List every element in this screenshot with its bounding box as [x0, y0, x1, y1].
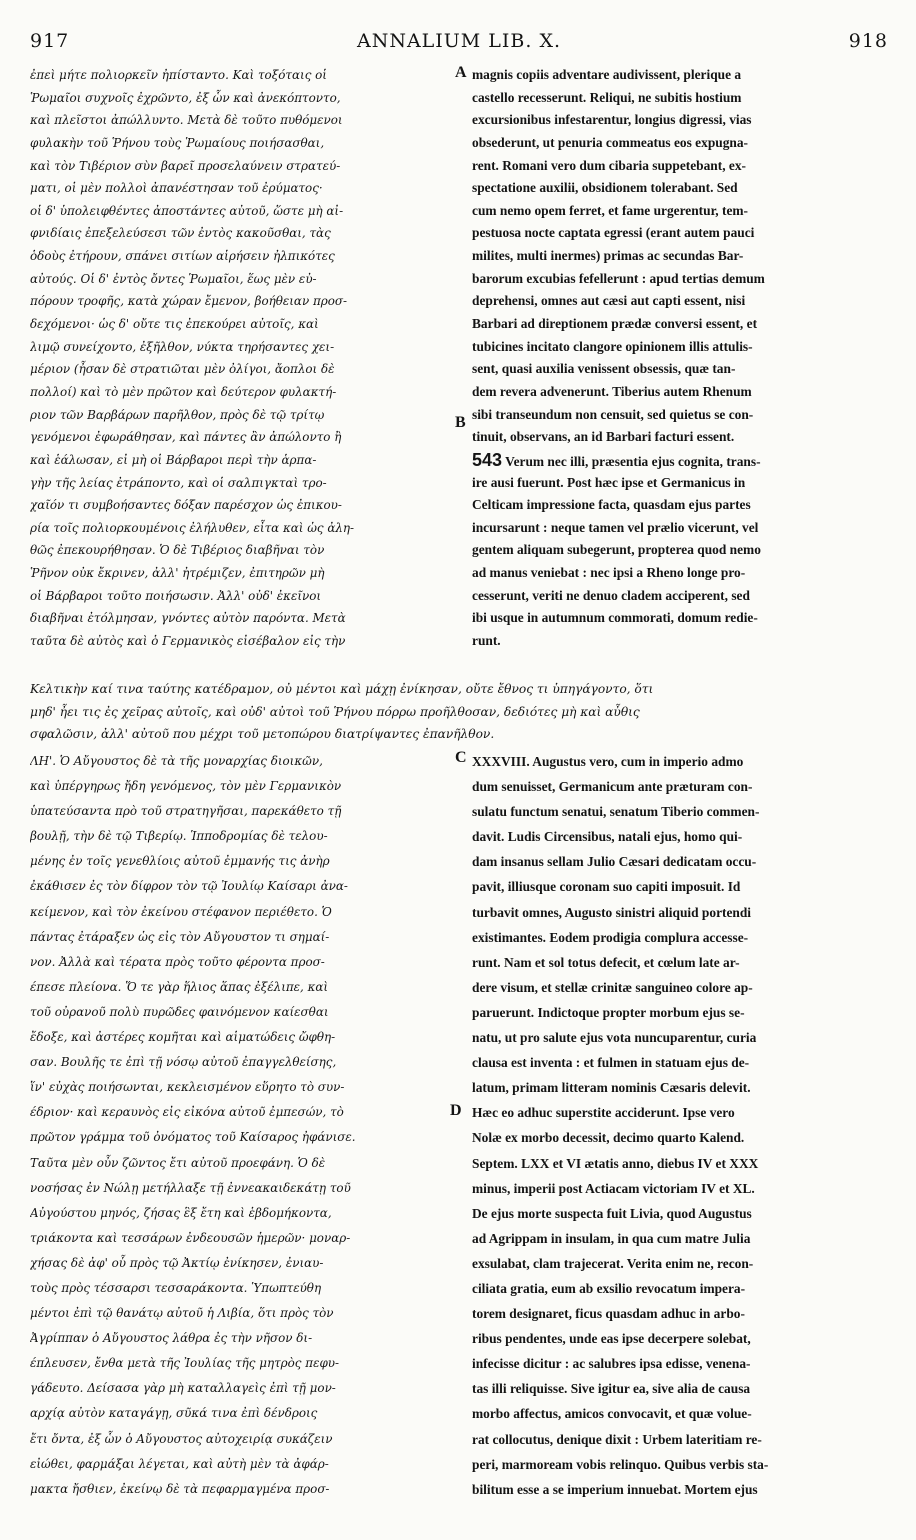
latin-line: obsederunt, ut penuria commeatus eos expugna-: [472, 134, 749, 150]
latin-line: turbavit omnes, Augusto sinistri aliquid portendi: [472, 904, 752, 920]
greek-line: χήσας δὲ ἀφ' οὗ πρὸς τῷ Ἀκτίῳ ἐνίκησεν, ἐνιαυ-: [30, 1255, 324, 1270]
latin-line: exsulabat, clam trajecerat. Verita enim ne, recon-: [472, 1255, 754, 1271]
latin-line: ire ausi fuerunt. Post hæc ipse et Germanicus in: [472, 474, 746, 490]
latin-line: existimantes. Eodem prodigia complura accesse-: [472, 929, 749, 945]
latin-line: ibi usque in autumnum commorati, domum redie-: [472, 610, 758, 626]
greek-line: διαβῆναι ἐτόλμησαν, γνόντες αὐτὸν παρόντα. Μετὰ: [30, 611, 346, 626]
latin-column-1: [472, 64, 888, 654]
greek-column-1: [30, 64, 454, 654]
greek-line: Ἀγρίππαν ὁ Αὔγουστος λάθρα ἐς τὴν νῆσον δι-: [30, 1331, 313, 1346]
latin-line: incursarunt : neque tamen vel prælio vicerunt, vel: [472, 519, 759, 535]
greek-line: γενόμενοι ἐφωράθησαν, καὶ πάντες ἂν ἀπώλοντο ἢ: [30, 430, 342, 445]
greek-line: τοῦ οὐρανοῦ πολὺ πυρῶδες φαινόμενον καίεσθαι: [30, 1004, 329, 1019]
greek-line: οἱ Βάρβαροι τοῦτο ποιήσωσιν. Ἀλλ' οὐδ' ἐκεῖνοι: [30, 588, 322, 603]
greek-line: πολλοί) καὶ τὸ μὲν πρῶτον καὶ δεύτερον φυλακτή-: [30, 384, 337, 399]
latin-line: magnis copiis adventare audivissent, plerique a: [472, 67, 742, 82]
section-marker-d: D: [450, 1102, 462, 1119]
latin-line: tas illi reliquisse. Sive igitur ea, sive alia de causa: [472, 1381, 751, 1397]
greek-line: ὁδοὺς ἐτήρουν, σπάνει σιτίων αἱρήσειν ἠλπικότες: [30, 249, 335, 264]
latin-line: gentem aliquam subegerunt, propterea quod nemo: [472, 542, 761, 558]
greek-line: ἔδοξε, καὶ ἀστέρες κομῆται καὶ αἱματώδεις ὤφθη-: [30, 1030, 336, 1045]
latin-line: 543 Verum nec illi, præsentia ejus cognita, trans-: [472, 449, 761, 470]
latin-line: rent. Romani vero dum cibaria suppetebant, ex-: [472, 157, 747, 173]
greek-line: έπεσε πλείονα. Ὅ τε γὰρ ἥλιος ἅπας ἐξέλιπε, καὶ: [30, 979, 329, 994]
greek-line: οἱ δ' ὑπολειφθέντες ἀποστάντες αὐτοῦ, ὥστε μὴ αἰ-: [30, 203, 344, 218]
greek-line: αρχίᾳ αὐτὸν καταγάγῃ, σῦκά τινα ἐπὶ δένδροις: [30, 1406, 318, 1421]
greek-line: βουλῇ, τὴν δὲ τῷ Τιβερίῳ. Ἱπποδρομίας δὲ τελου-: [30, 829, 328, 844]
latin-line: excursionibus infestarentur, longius digressi, vias: [472, 112, 752, 128]
greek-line: Ταῦτα μὲν οὖν ζῶντος ἔτι αὐτοῦ προεφάνη. Ὁ δὲ: [30, 1155, 326, 1170]
greek-line: ἐπεὶ μήτε πολιορκεῖν ἠπίσταντο. Καὶ τοξόταις οἱ: [30, 68, 327, 82]
greek-line: πόρουν τροφῆς, κατὰ χώραν ἔμενον, βοήθειαν προσ-: [30, 294, 348, 309]
latin-line: deprehensi, omnes aut cæsi aut capti essent, nisi: [472, 293, 746, 309]
greek-line: καὶ ἑάλωσαν, εἰ μὴ οἱ Βάρβαροι περὶ τὴν ἁρπα-: [30, 452, 317, 467]
section-marker-a: A: [455, 64, 467, 81]
greek-line: δεχόμενοι· ὡς δ' οὔτε τις ἐπεκούρει αὐτοῖς, καὶ: [30, 317, 319, 332]
greek-line: ΛΗ'. Ὁ Αὔγουστος δὲ τὰ τῆς μοναρχίας διοικῶν,: [30, 754, 323, 768]
greek-line: κείμενον, καὶ τὸν ἐκείνου στέφανον περιέθετο. Ὁ: [30, 904, 332, 919]
greek-line: ματι, οἱ μὲν πολλοὶ ἀπανέστησαν τοῦ ἐρύματος·: [30, 181, 323, 196]
greek-line: γὴν τῆς λείας ἐτράποντο, καὶ οἱ σαλπιγκταὶ τρο-: [30, 475, 327, 490]
full-width-line: σφαλῶσιν, ἀλλ' αὐτοῦ που μέχρι τοῦ μετοπώρου διατρίψαντες ἐπανῆλθον.: [30, 727, 495, 742]
greek-line: πρῶτον γράμμα τοῦ ὀνόματος τοῦ Καίσαρος ἠφάνισε.: [30, 1130, 356, 1145]
greek-line: μακτα ἤσθιεν, ἐκείνῳ δὲ τὰ πεφαρμαγμένα προσ-: [30, 1481, 330, 1496]
latin-line: ad manus veniebat : nec ipsi a Rheno longe pro-: [472, 565, 746, 581]
latin-line: Septem. LXX et VI ætatis anno, diebus IV et XXX: [472, 1155, 759, 1171]
greek-line: Ῥωμαῖοι συχνοῖς ἐχρῶντο, ἐξ ὧν καὶ ἀνεκόπτοντο,: [30, 90, 341, 105]
latin-line: dum senuisset, Germanicum ante præturam con-: [472, 779, 753, 795]
greek-line: καὶ πλεῖστοι ἀπώλλυντο. Μετὰ δὲ τοῦτο πυθόμενοι: [30, 113, 343, 128]
greek-line: ἔτι ὄντα, ἐξ ὧν ὁ Αὔγουστος αὐτοχειρίᾳ συκάζειν: [30, 1431, 333, 1446]
greek-line: γάδευτο. Δείσασα γὰρ μὴ καταλλαγεὶς ἐπὶ τῇ μον-: [30, 1381, 336, 1396]
full-width-greek: [30, 678, 888, 748]
greek-line: εἰώθει, φαρμάξαι λέγεται, καὶ αὐτὴ μὲν τὰ ἀφάρ-: [30, 1456, 329, 1471]
latin-line: paruerunt. Indictoque propter morbum ejus se-: [472, 1004, 745, 1020]
greek-line: έπλευσεν, ἔνθα μετὰ τῆς Ἰουλίας τῆς μητρὸς πεφυ-: [30, 1356, 340, 1371]
greek-line: τοὺς πρὸς τέσσαρσι τεσσαράκοντα. Ὑπωπτεύθη: [30, 1280, 322, 1295]
greek-line: ριον τῶν Βαρβάρων παρῆλθον, πρὸς δὲ τῷ τρίτῳ: [30, 407, 325, 422]
greek-line: πάντας ἐτάραξεν ὡς εἰς τὸν Αὔγουστον τι σημαί-: [30, 929, 330, 944]
latin-line: dere visum, et stellæ crinitæ sanguineo colore ap-: [472, 979, 753, 995]
latin-line: Hæc eo adhuc superstite acciderunt. Ipse vero: [472, 1105, 735, 1121]
section-marker-b: B: [455, 414, 466, 431]
greek-line: ἵν' εὐχὰς ποιήσωνται, κεκλεισμένον εὕρητο τὸ συν-: [30, 1080, 345, 1095]
latin-line: spectatione auxilii, obsidionem tolerabant. Sed: [472, 180, 738, 196]
latin-line: morbo affectus, amicos convocavit, et quæ volue-: [472, 1406, 752, 1422]
latin-line: latum, primam litteram nominis Cæsaris delevit.: [472, 1080, 751, 1096]
greek-line: ταῦτα δὲ αὐτὸς καὶ ὁ Γερμανικὸς εἰσέβαλον εἰς τὴν: [30, 634, 346, 649]
latin-line: sibi transeundum non censuit, sed quietus se con-: [472, 406, 754, 422]
column-number-543: 543: [472, 449, 503, 470]
page-header: [30, 30, 888, 60]
greek-line: θῶς ἐπεκουρήθησαν. Ὁ δὲ Τιβέριος διαβῆναι τὸν: [30, 543, 325, 558]
greek-line: νοσήσας ἐν Νώλῃ μετήλλαξε τῇ ἐννεακαιδεκάτῃ τοῦ: [30, 1180, 351, 1195]
greek-line: μένης ἐν τοῖς γενεθλίοις αὐτοῦ ἐμμανής τις ἀνὴρ: [30, 854, 330, 869]
latin-line: pestuosa nocte captata egressi (erant autem pauci: [472, 225, 755, 241]
latin-line: davit. Ludis Circensibus, natali ejus, homo qui-: [472, 829, 743, 845]
greek-line: ρία τοῖς πολιορκουμένοις ἐλήλυθεν, εἶτα καὶ ὡς ἀλη-: [30, 520, 355, 535]
latin-line: runt.: [472, 633, 501, 649]
latin-line: dem revera advenerunt. Tiberius autem Rhenum: [472, 383, 752, 399]
greek-line: φυλακὴν τοῦ Ῥήνου τοὺς Ῥωμαίους ποιήσασθαι,: [30, 135, 325, 150]
latin-line: dam insanus sellam Julio Cæsari dedicatam occu-: [472, 854, 757, 870]
latin-line: natu, ut pro salute ejus vota nuncuparentur, curia: [472, 1030, 757, 1046]
greek-line: Ῥῆνον οὐκ ἔκρινεν, ἀλλ' ἠτρέμιζεν, ἐπιτηρῶν μὴ: [30, 566, 325, 581]
latin-line: tinuit, observans, an id Barbari facturi essent.: [472, 429, 735, 445]
right-page-number: 918: [848, 30, 888, 52]
greek-column-2: [30, 749, 454, 1507]
greek-line: νον. Ἀλλὰ καὶ τέρατα πρὸς τοῦτο φέροντα προσ-: [30, 954, 325, 969]
greek-line: καὶ τὸν Τιβέριον σὺν βαρεῖ προσελαύνειν στρατεύ-: [30, 158, 341, 173]
latin-line: clausa est inventa : et fulmen in statuam ejus de-: [472, 1055, 750, 1071]
greek-line: λιμῷ συνείχοντο, ἐξῆλθον, νύκτα τηρήσαντες χει-: [30, 339, 335, 354]
latin-line: sulatu functum senatui, senatum Tiberio commen-: [472, 804, 760, 820]
running-title: ANNALIUM LIB. X.: [356, 30, 562, 52]
latin-line: ciliata gratia, eum ab exsilio revocatum impera-: [472, 1280, 746, 1296]
latin-line: milites, multi inermes) primas ac secundas Bar-: [472, 248, 744, 264]
latin-column-2: [472, 749, 888, 1507]
greek-line: σαν. Βουλῆς τε ἐπὶ τῇ νόσῳ αὐτοῦ ἐπαγγελθείσης,: [30, 1055, 337, 1070]
latin-line: XXXVIII. Augustus vero, cum in imperio admo: [472, 754, 744, 769]
latin-line: infecisse dicitur : ac salubres ipsa edisse, venena-: [472, 1356, 751, 1372]
latin-line: minus, imperii post Actiacam victoriam IV et XL.: [472, 1180, 755, 1196]
latin-line: tubicines incitato clangore opinionem illis attulis-: [472, 338, 753, 354]
latin-line: cesserunt, veriti ne denuo cladem acciperent, sed: [472, 587, 750, 603]
greek-line: έδριον· καὶ κεραυνὸς εἰς εἰκόνα αὐτοῦ ἐμπεσών, τὸ: [30, 1105, 344, 1120]
latin-line: barorum excubias fefellerunt : apud tertias demum: [472, 270, 765, 286]
latin-line: Barbari ad direptionem prædæ conversi essent, et: [472, 316, 758, 332]
latin-line: Celticam impressione facta, quasdam ejus partes: [472, 497, 751, 513]
latin-line: rat collocutus, denique dixit : Urbem lateritiam re-: [472, 1431, 762, 1447]
latin-line: torem designaret, ficus quasdam adhuc in arbo-: [472, 1306, 745, 1322]
latin-line: castello recesserunt. Reliqui, ne subitis hostium: [472, 89, 742, 105]
latin-line: bilitum esse a se imperium innuebat. Mortem ejus: [472, 1481, 758, 1497]
full-width-line: Κελτικὴν καί τινα ταύτης κατέδραμον, οὐ μέντοι καὶ μάχῃ ἐνίκησαν, οὔτε ἔθνος τι ὑπηγάγοντο, ὅτι: [30, 682, 654, 696]
latin-line: De ejus morte suspecta fuit Livia, quod Augustus: [472, 1205, 752, 1221]
latin-line: cum nemo opem ferret, et fame urgerentur, tem-: [472, 202, 749, 218]
latin-line: sent, quasi auxilia venissent obsessis, quæ tan-: [472, 361, 736, 377]
greek-line: τριάκοντα καὶ τεσσάρων ἐνδεουσῶν ἡμερῶν· μοναρ-: [30, 1230, 351, 1245]
greek-line: χαῖόν τι συμβοήσαντες δόξαν παρέσχον ὡς ἐπικου-: [30, 498, 342, 513]
full-width-line: μηδ' ἦει τις ἐς χεῖρας αὐτοῖς, καὶ οὐδ' αὐτοὶ τοῦ Ῥήνου πόρρω προῆλθοσαν, δεδιότες μὴ καὶ αὖθις: [30, 704, 640, 719]
greek-line: μέντοι ἐπὶ τῷ θανάτῳ αὐτοῦ ἡ Λιβία, ὅτι πρὸς τὸν: [30, 1306, 334, 1321]
latin-line: Nolæ ex morbo decessit, decimo quarto Kalend.: [472, 1130, 745, 1146]
greek-line: καὶ ὑπέργηρως ἤδη γενόμενος, τὸν μὲν Γερμανικὸν: [30, 779, 342, 794]
section-marker-c: C: [455, 749, 467, 766]
greek-line: αὐτούς. Οἱ δ' ἐντὸς ὄντες Ῥωμαῖοι, ἕως μὲν εὐ-: [30, 271, 317, 286]
left-page-number: 917: [30, 30, 70, 52]
latin-line: peri, marmoream vobis relinquo. Quibus verbis sta-: [472, 1456, 769, 1472]
greek-line: Αὐγούστου μηνός, ζήσας ἓξ ἔτη καὶ ἑβδομήκοντα,: [30, 1205, 332, 1220]
latin-line: ad Agrippam in insulam, in qua cum matre Julia: [472, 1230, 751, 1246]
latin-line: ribus pendentes, unde eas ipse decerpere solebat,: [472, 1331, 751, 1347]
greek-line: μέριον (ἦσαν δὲ στρατιῶται μὲν ὀλίγοι, ἄοπλοι δὲ: [30, 362, 335, 377]
latin-line: pavit, illiusque coronam suo capiti imposuit. Id: [472, 879, 741, 895]
greek-line: ὑπατεύσαντα πρὸ τοῦ στρατηγῆσαι, παρεκάθετο τῇ: [30, 804, 342, 819]
latin-line: runt. Nam et sol totus defecit, et cœlum late ar-: [472, 954, 740, 970]
greek-line: ἐκάθισεν ἐς τὸν δίφρον τὸν τῷ Ἰουλίῳ Καίσαρι ἀνα-: [30, 879, 348, 894]
greek-line: φνιδίαις ἐπεξελεύσεσι τῶν ἐντὸς κακοῦσθαι, τὰς: [30, 226, 331, 241]
